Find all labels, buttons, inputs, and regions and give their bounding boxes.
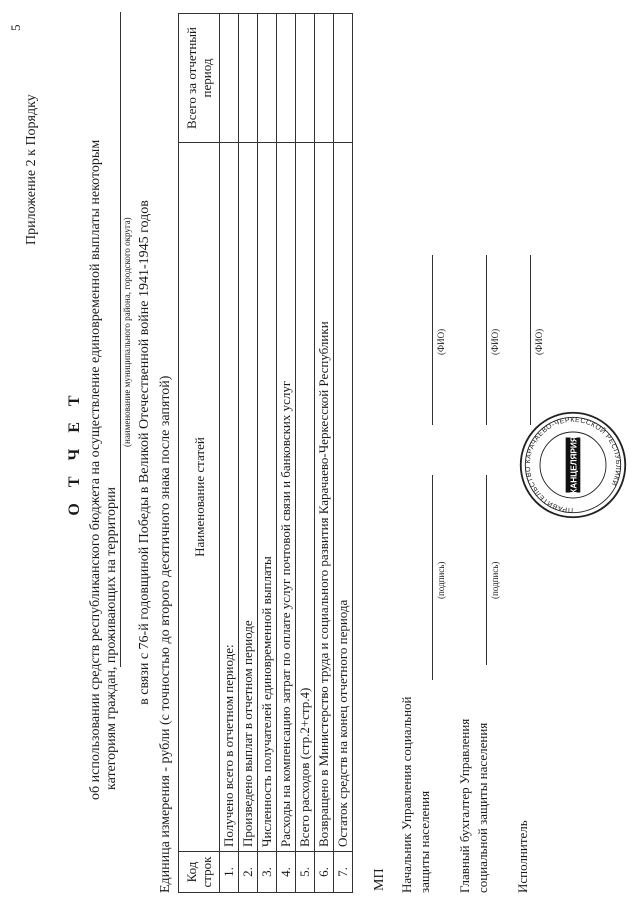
stamp-ring-text: ПРАВИТЕЛЬСТВО КАРАЧАЕВО-ЧЕРКЕССКОЙ РЕСПУБЛИКИ (524, 416, 622, 514)
head-signature-hint: (подпись) (436, 561, 446, 599)
document-title: О Т Ч Е Т (66, 389, 83, 516)
accountant-name-hint: (ФИО) (490, 328, 500, 355)
row-total (220, 14, 239, 143)
row-total (258, 14, 277, 143)
subtitle-line-1: об использовании средств республиканского бюджета на осуществление единовременной выплаты некоторым (88, 139, 103, 800)
header-total: Всего за отчетный период (179, 14, 220, 143)
seal-place-label: МП (372, 868, 387, 891)
row-total (239, 14, 258, 143)
row-name: Возвращено в Министерство труда и социального развития Карачаево-Черкесской Республики (315, 143, 334, 852)
row-total (334, 14, 353, 143)
subtitle-line-3: в связи с 76-й годовщиной Победы в Великой Отечественной войне 1941-1945 годов (137, 200, 152, 705)
subtitle-line-2: категориям граждан, проживающих на территории (104, 486, 119, 790)
header-name: Наименование статей (179, 143, 220, 852)
accountant-signature-label: Главный бухгалтер Управления социальной защиты населения (457, 718, 490, 893)
row-code: 5. (296, 852, 315, 893)
head-name-hint: (ФИО) (436, 328, 446, 355)
table-header-row (179, 14, 220, 893)
row-name: Произведено выплат в отчетном периоде (239, 143, 258, 852)
row-name: Численность получателей единовременной выплаты (258, 143, 277, 852)
accountant-signature-hint: (подпись) (490, 561, 500, 599)
row-name: Остаток средств на конец отчетного периода (334, 143, 353, 852)
row-name: Расходы на компенсацию затрат по оплате услуг почтовой связи и банковских услуг (277, 143, 296, 852)
row-code: 6. (315, 852, 334, 893)
head-signature-label: Начальник Управления социальной защиты населения (399, 696, 432, 893)
table-row (258, 14, 277, 893)
table-row (296, 14, 315, 893)
head-name-line (432, 255, 433, 425)
page-number: 5 (8, 24, 23, 31)
row-code: 3. (258, 852, 277, 893)
official-stamp (518, 410, 628, 520)
row-total (296, 14, 315, 143)
appendix-label: Приложение 2 к Порядку (24, 94, 39, 245)
header-code: Код строк (179, 852, 220, 893)
row-total (315, 14, 334, 143)
table-row (315, 14, 334, 893)
table-row (220, 14, 239, 893)
table-row (334, 14, 353, 893)
row-name: Всего расходов (стр.2+стр.4) (296, 143, 315, 852)
row-code: 4. (277, 852, 296, 893)
units-note: Единица измерения - рубли (с точностью до второго десятичного знака после запятой) (158, 375, 173, 893)
report-table (178, 13, 353, 893)
stamp-center-text: КАНЦЕЛЯРИЯ (569, 436, 579, 494)
row-name: Получено всего в отчетном периоде: (220, 143, 239, 852)
row-code: 2. (239, 852, 258, 893)
accountant-signature-line (486, 475, 487, 665)
table-row (277, 14, 296, 893)
region-hint: (наименование муниципального района, городского округа) (122, 217, 132, 447)
table-row (239, 14, 258, 893)
executor-name-hint: (ФИО) (534, 328, 544, 355)
region-fill-line (120, 12, 121, 667)
row-total (277, 14, 296, 143)
head-signature-line (432, 475, 433, 680)
row-code: 1. (220, 852, 239, 893)
executor-name-line (530, 255, 531, 425)
accountant-name-line (486, 255, 487, 425)
row-code: 7. (334, 852, 353, 893)
executor-label: Исполнитель (515, 820, 530, 893)
